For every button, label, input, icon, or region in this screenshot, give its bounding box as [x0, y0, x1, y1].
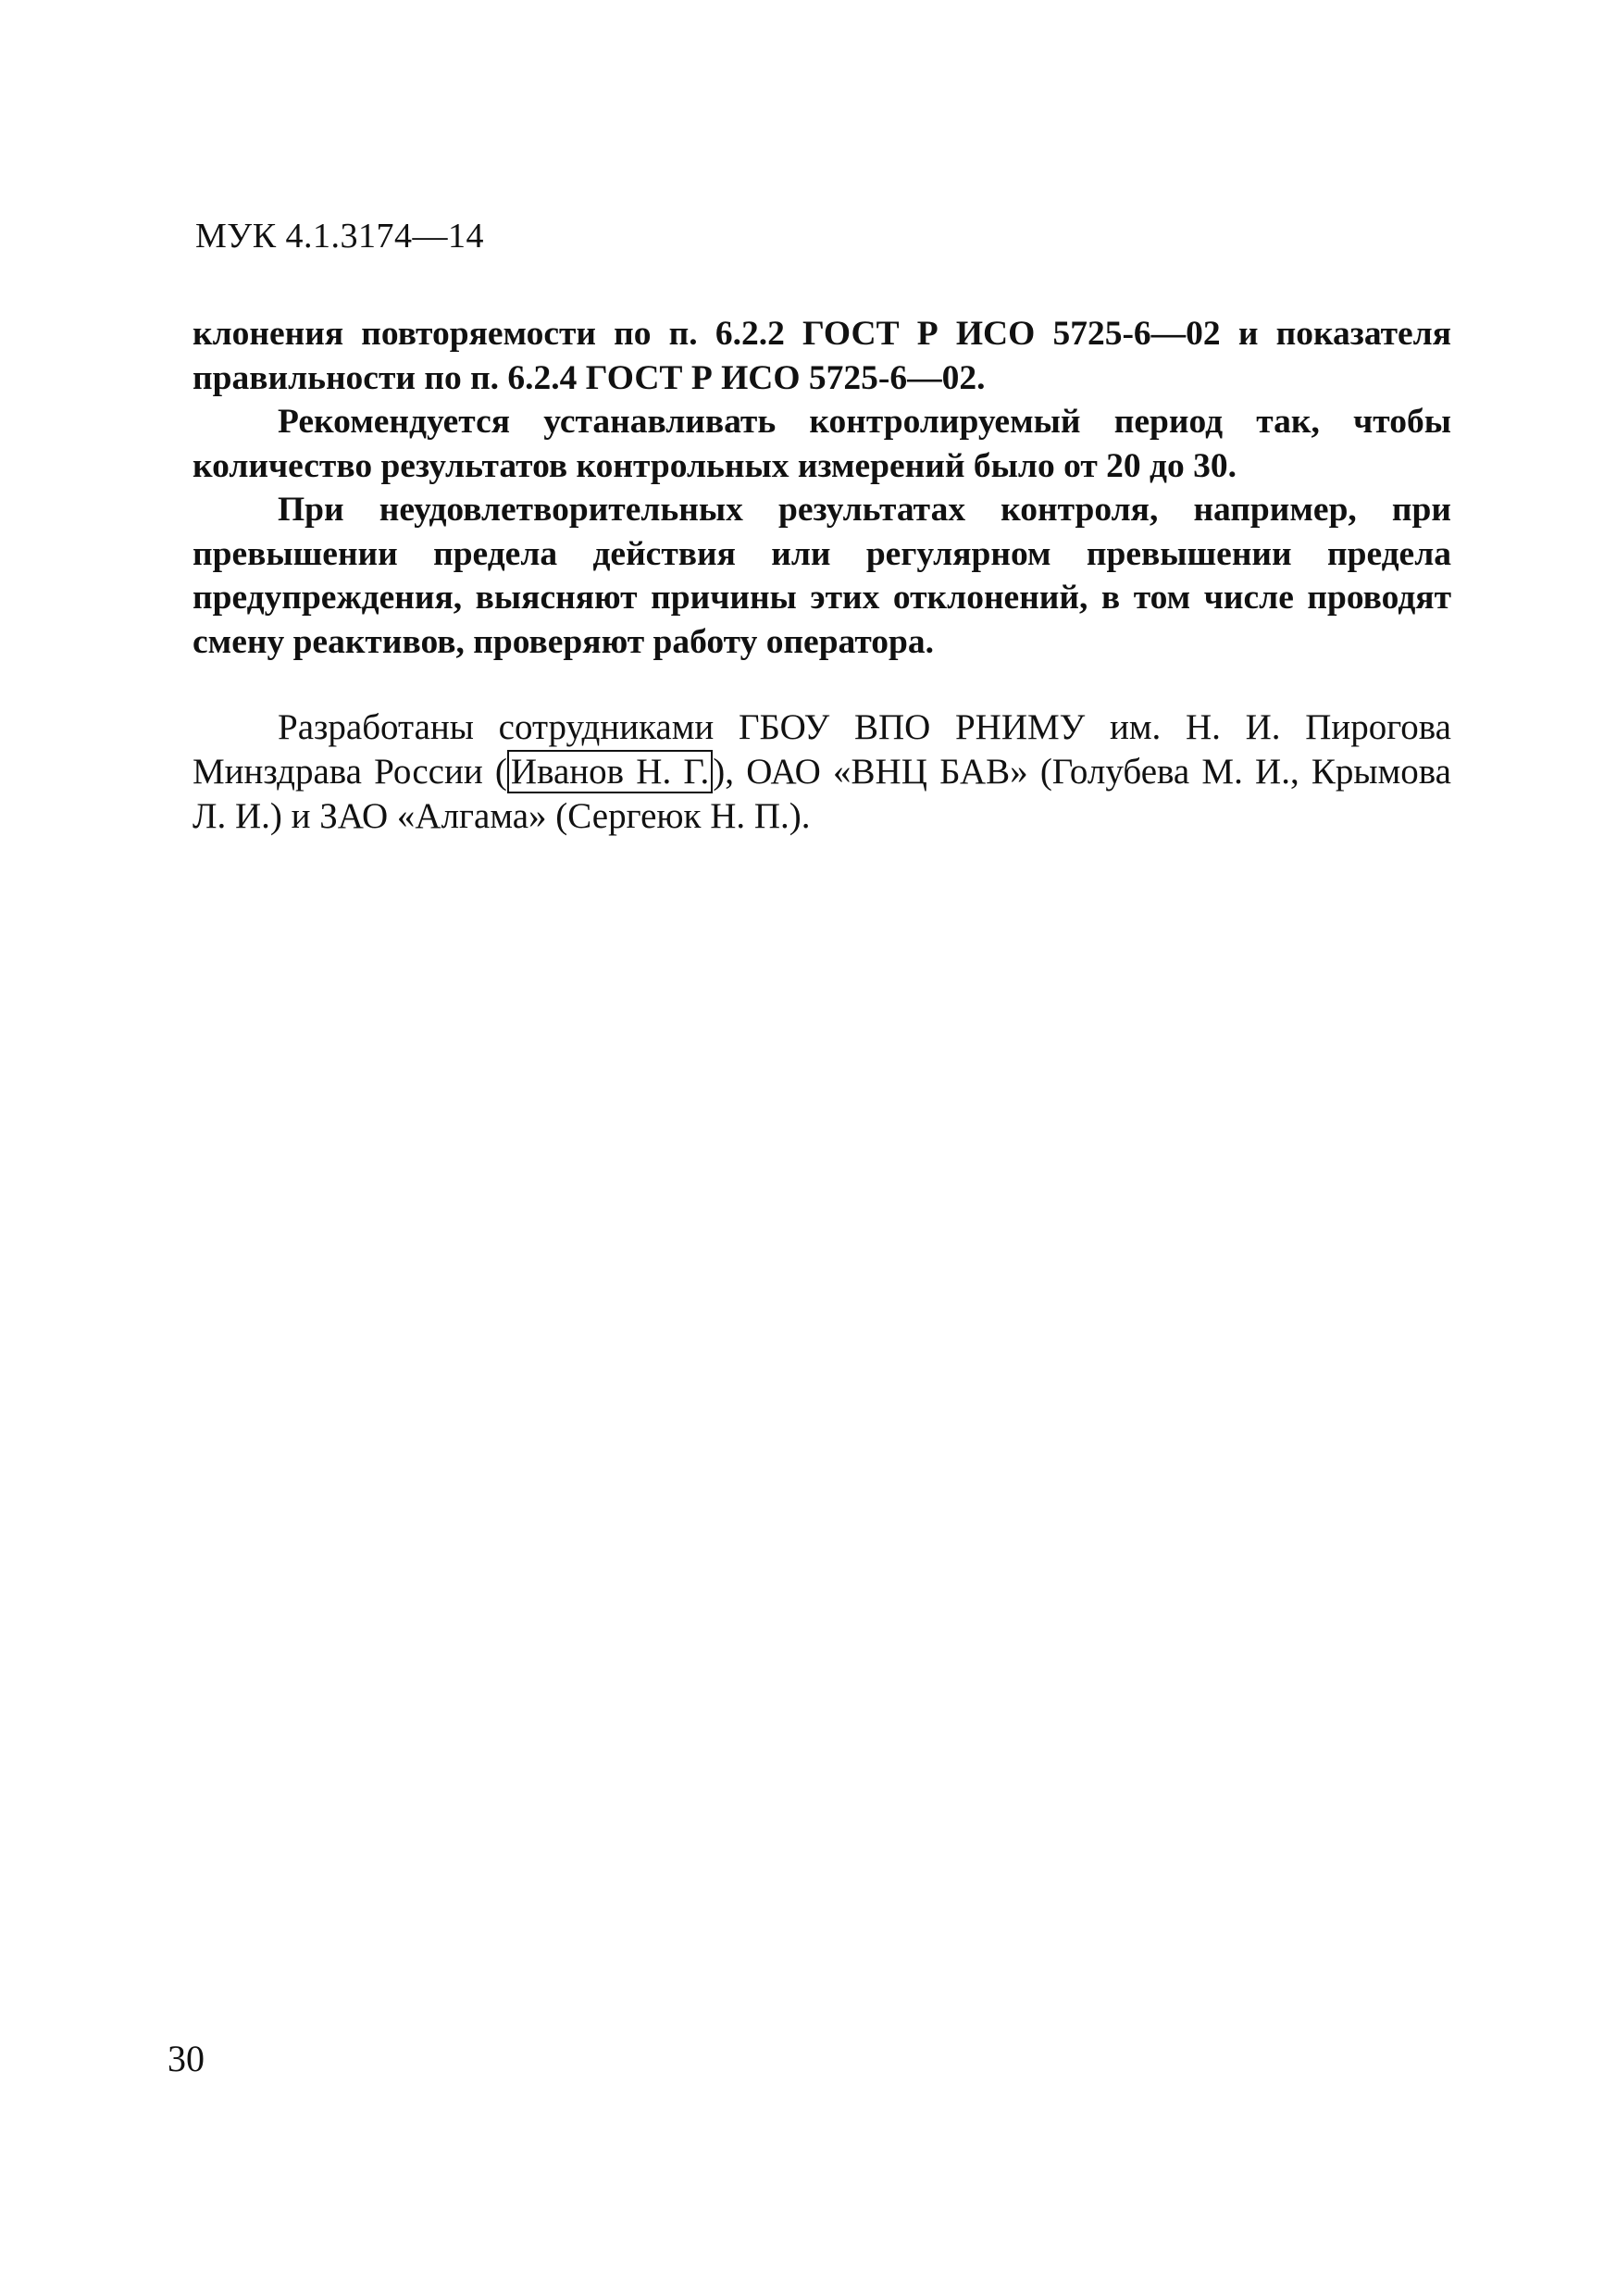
credits-paragraph: [193, 705, 1451, 839]
credits-text-after: ), ОАО «ВНЦ БАВ» (Голубева М. И., Крымова Л. И.) и ЗАО «Алгама» (Сергеюк Н. П.).: [193, 752, 1451, 836]
paragraph-continuation: клонения повторяемости по п. 6.2.2 ГОСТ Р ИСО 5725-6—02 и показателя правильности по п. 6.2.4 ГОСТ Р ИСО 5725-6—02.: [193, 315, 1451, 397]
highlighted-author-name: Иванов Н. Г.: [507, 750, 713, 793]
credits-section: [193, 705, 1451, 839]
document-code-header: МУК 4.1.3174—14: [195, 217, 485, 256]
paragraph-unsatisfactory-results: При неудовлетворительных результатах контроля, например, при превышении предела действия или регулярном превышении предела предупреждения, выясняют причины этих отклонений, в том числе проводят смену реактивов, проверяют работу оператора.: [193, 491, 1451, 661]
credits-text-before: Разработаны сотрудниками ГБОУ ВПО РНИМУ им. Н. И. Пирогова Минздрава России (: [193, 707, 1451, 792]
body-text: [193, 312, 1451, 664]
paragraph-control-period: Рекомендуется устанавливать контролируемый период так, чтобы количество результатов контрольных измерений было от 20 до 30.: [193, 403, 1451, 485]
page-number: 30: [168, 2038, 205, 2079]
